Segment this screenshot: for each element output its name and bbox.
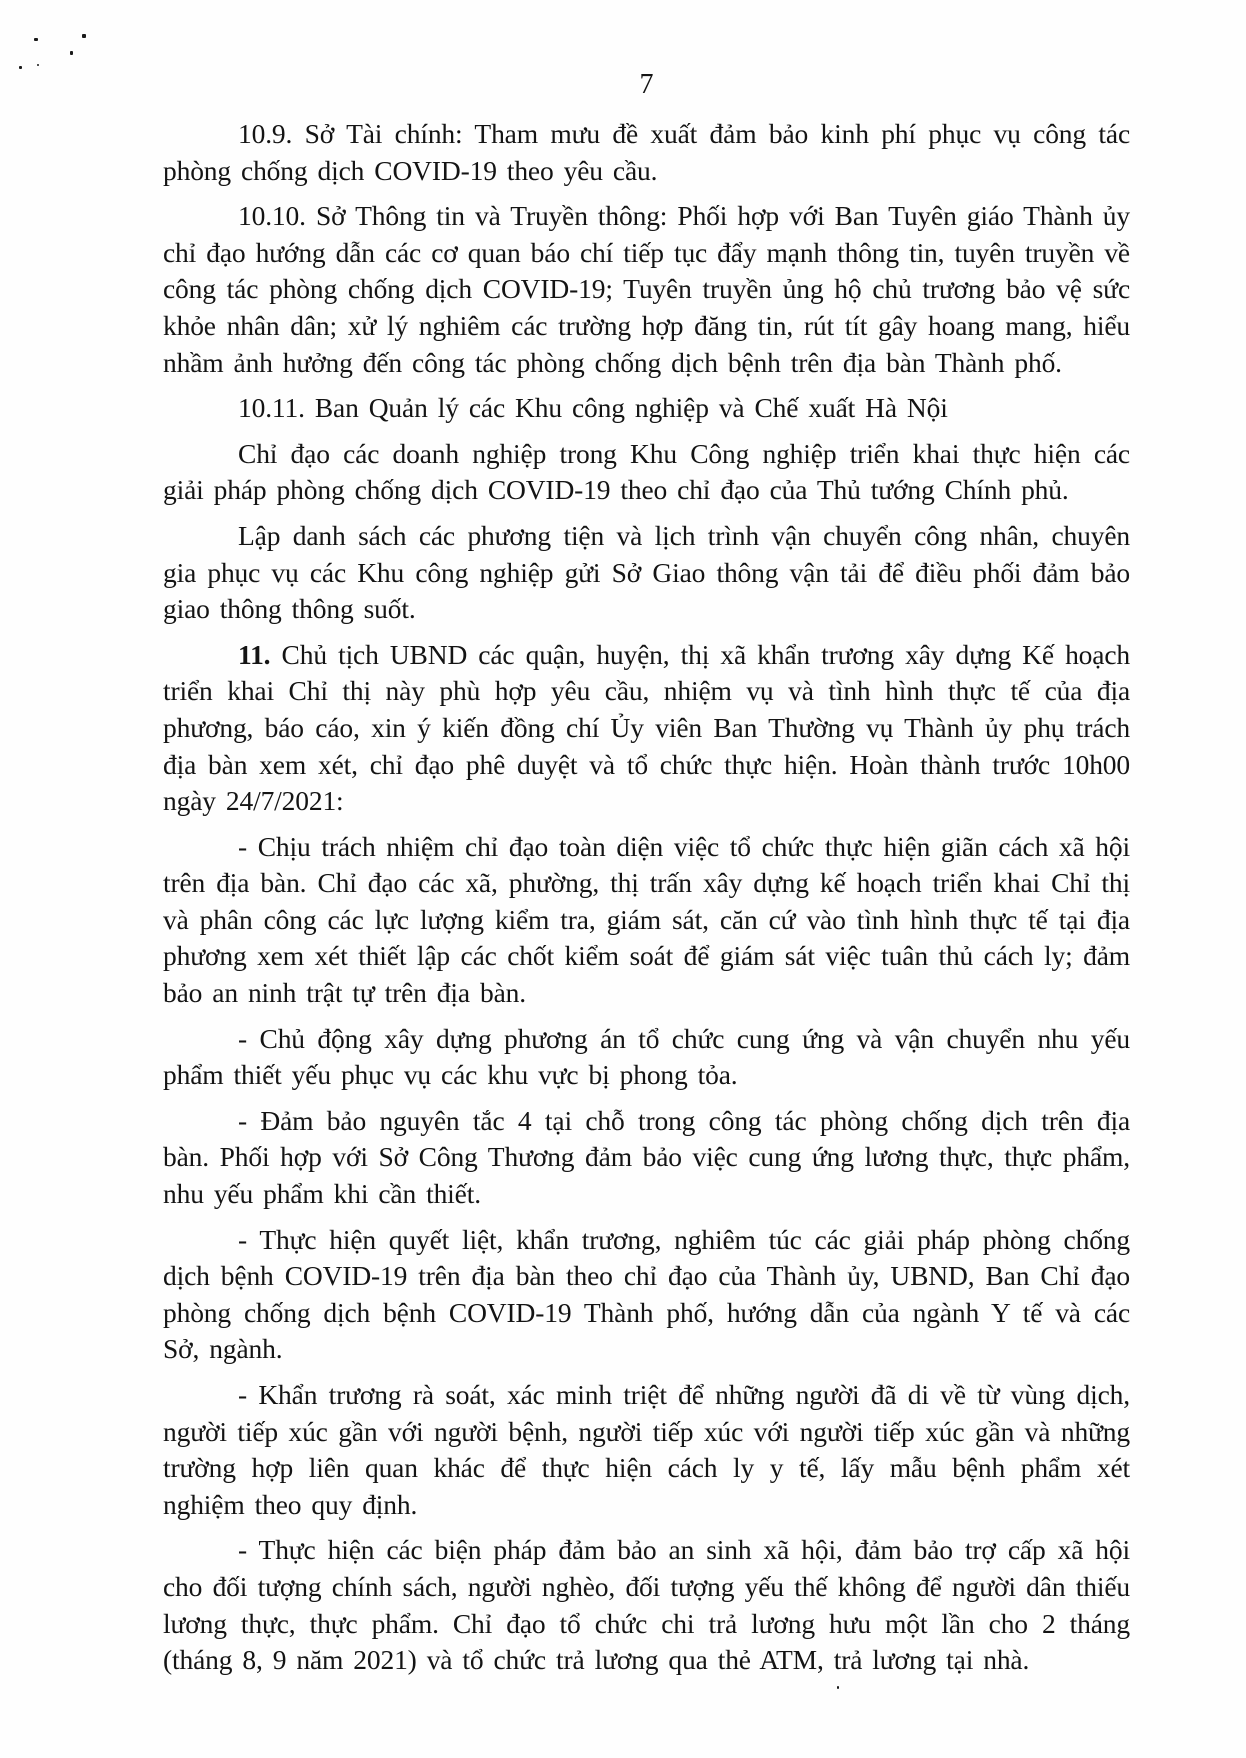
- paragraph-11-bullet-4: [163, 1222, 1130, 1368]
- paragraph-11: [163, 637, 1130, 820]
- paragraph-11-bullet-1: [163, 829, 1130, 1012]
- paragraph-11-bullet-6: [163, 1532, 1130, 1678]
- document-body: [163, 116, 1130, 1688]
- page-number: 7: [639, 69, 654, 100]
- paragraph-text: 10.9. Sở Tài chính: Tham mưu đề xuất đảm bảo kinh phí phục vụ công tác phòng chống dịch COVID-19 theo yêu cầu.: [163, 118, 1130, 186]
- scan-speckle: [70, 51, 73, 55]
- paragraph-text: - Thực hiện các biện pháp đảm bảo an sinh xã hội, đảm bảo trợ cấp xã hội cho đối tượng chính sách, người nghèo, đối tượng yếu thế không để người dân thiếu lương thực, thực phẩm. Chỉ đạo tổ chức chi trả lương hưu một lần cho 2 tháng (tháng 8, 9 năm 2021) và tổ chức trả lương qua thẻ ATM, trả lương tại nhà.: [163, 1534, 1130, 1676]
- scan-speckle: [82, 34, 86, 38]
- paragraph-text: - Chịu trách nhiệm chỉ đạo toàn diện việc tổ chức thực hiện giãn cách xã hội trên địa bàn. Chỉ đạo các xã, phường, thị trấn xây dựng kế hoạch triển khai Chỉ thị và phân công các lực lượng kiểm tra, giám sát, căn cứ vào tình hình thực tế tại địa phương xem xét thiết lập các chốt kiểm soát để giám sát việc tuân thủ cách ly; đảm bảo an ninh trật tự trên địa bàn.: [163, 830, 1130, 1009]
- paragraph-11-bullet-3: [163, 1103, 1130, 1213]
- paragraph-text: Chủ tịch UBND các quận, huyện, thị xã khẩn trương xây dựng Kế hoạch triển khai Chỉ thị này phù hợp yêu cầu, nhiệm vụ và tình hình thực tế của địa phương, báo cáo, xin ý kiến đồng chí Ủy viên Ban Thường vụ Thành ủy phụ trách địa bàn xem xét, chỉ đạo phê duyệt và tổ chức thực hiện. Hoàn thành trước 10h00 ngày 24/7/2021:: [163, 638, 1130, 817]
- paragraph-11-bullet-5: [163, 1377, 1130, 1523]
- paragraph-text: Chỉ đạo các doanh nghiệp trong Khu Công nghiệp triển khai thực hiện các giải pháp phòng chống dịch COVID-19 theo chỉ đạo của Thủ tướng Chính phủ.: [163, 437, 1130, 506]
- paragraph-text: 10.11. Ban Quản lý các Khu công nghiệp và Chế xuất Hà Nội: [238, 392, 948, 424]
- paragraph-text: Lập danh sách các phương tiện và lịch trình vận chuyển công nhân, chuyên gia phục vụ các Khu công nghiệp gửi Sở Giao thông vận tải để điều phối đảm bảo giao thông thông suốt.: [163, 519, 1130, 625]
- paragraph-10-11-a: [163, 436, 1130, 509]
- paragraph-text: - Thực hiện quyết liệt, khẩn trương, nghiêm túc các giải pháp phòng chống dịch bệnh COVID-19 trên địa bàn theo chỉ đạo của Thành ủy, UBND, Ban Chỉ đạo phòng chống dịch bệnh COVID-19 Thành phố, hướng dẫn của ngành Y tế và các Sở, ngành.: [163, 1223, 1130, 1365]
- paragraph-11-bullet-2: [163, 1021, 1130, 1094]
- scan-speckle: [37, 64, 39, 66]
- paragraph-text: - Khẩn trương rà soát, xác minh triệt để những người đã di về từ vùng dịch, người tiếp xúc gần với người bệnh, người tiếp xúc với người tiếp xúc gần và những trường hợp liên quan khác để thực hiện cách ly y tế, lấy mẫu bệnh phẩm xét nghiệm theo quy định.: [163, 1379, 1130, 1520]
- scan-speckle: [34, 38, 38, 41]
- paragraph-10-11-heading: [163, 390, 1130, 427]
- scan-speckle: [19, 66, 22, 69]
- paragraph-10-9: [163, 116, 1130, 189]
- paragraph-lead: 11.: [238, 638, 271, 670]
- paragraph-text: - Đảm bảo nguyên tắc 4 tại chỗ trong công tác phòng chống dịch trên địa bàn. Phối hợp với Sở Công Thương đảm bảo việc cung ứng lương thực, thực phẩm, nhu yếu phẩm khi cần thiết.: [163, 1104, 1130, 1210]
- paragraph-10-11-b: [163, 518, 1130, 628]
- paragraph-10-10: [163, 198, 1130, 381]
- paragraph-text: 10.10. Sở Thông tin và Truyền thông: Phối hợp với Ban Tuyên giáo Thành ủy chỉ đạo hướng dẫn các cơ quan báo chí tiếp tục đẩy mạnh thông tin, tuyên truyền về công tác phòng chống dịch COVID-19; Tuyên truyền ủng hộ chủ trương bảo vệ sức khỏe nhân dân; xử lý nghiêm các trường hợp đăng tin, rút tít gây hoang mang, hiểu nhầm ảnh hưởng đến công tác phòng chống dịch bệnh trên địa bàn Thành phố.: [163, 200, 1130, 378]
- paragraph-text: - Chủ động xây dựng phương án tổ chức cung ứng và vận chuyển nhu yếu phẩm thiết yếu phục vụ các khu vực bị phong tỏa.: [163, 1022, 1130, 1091]
